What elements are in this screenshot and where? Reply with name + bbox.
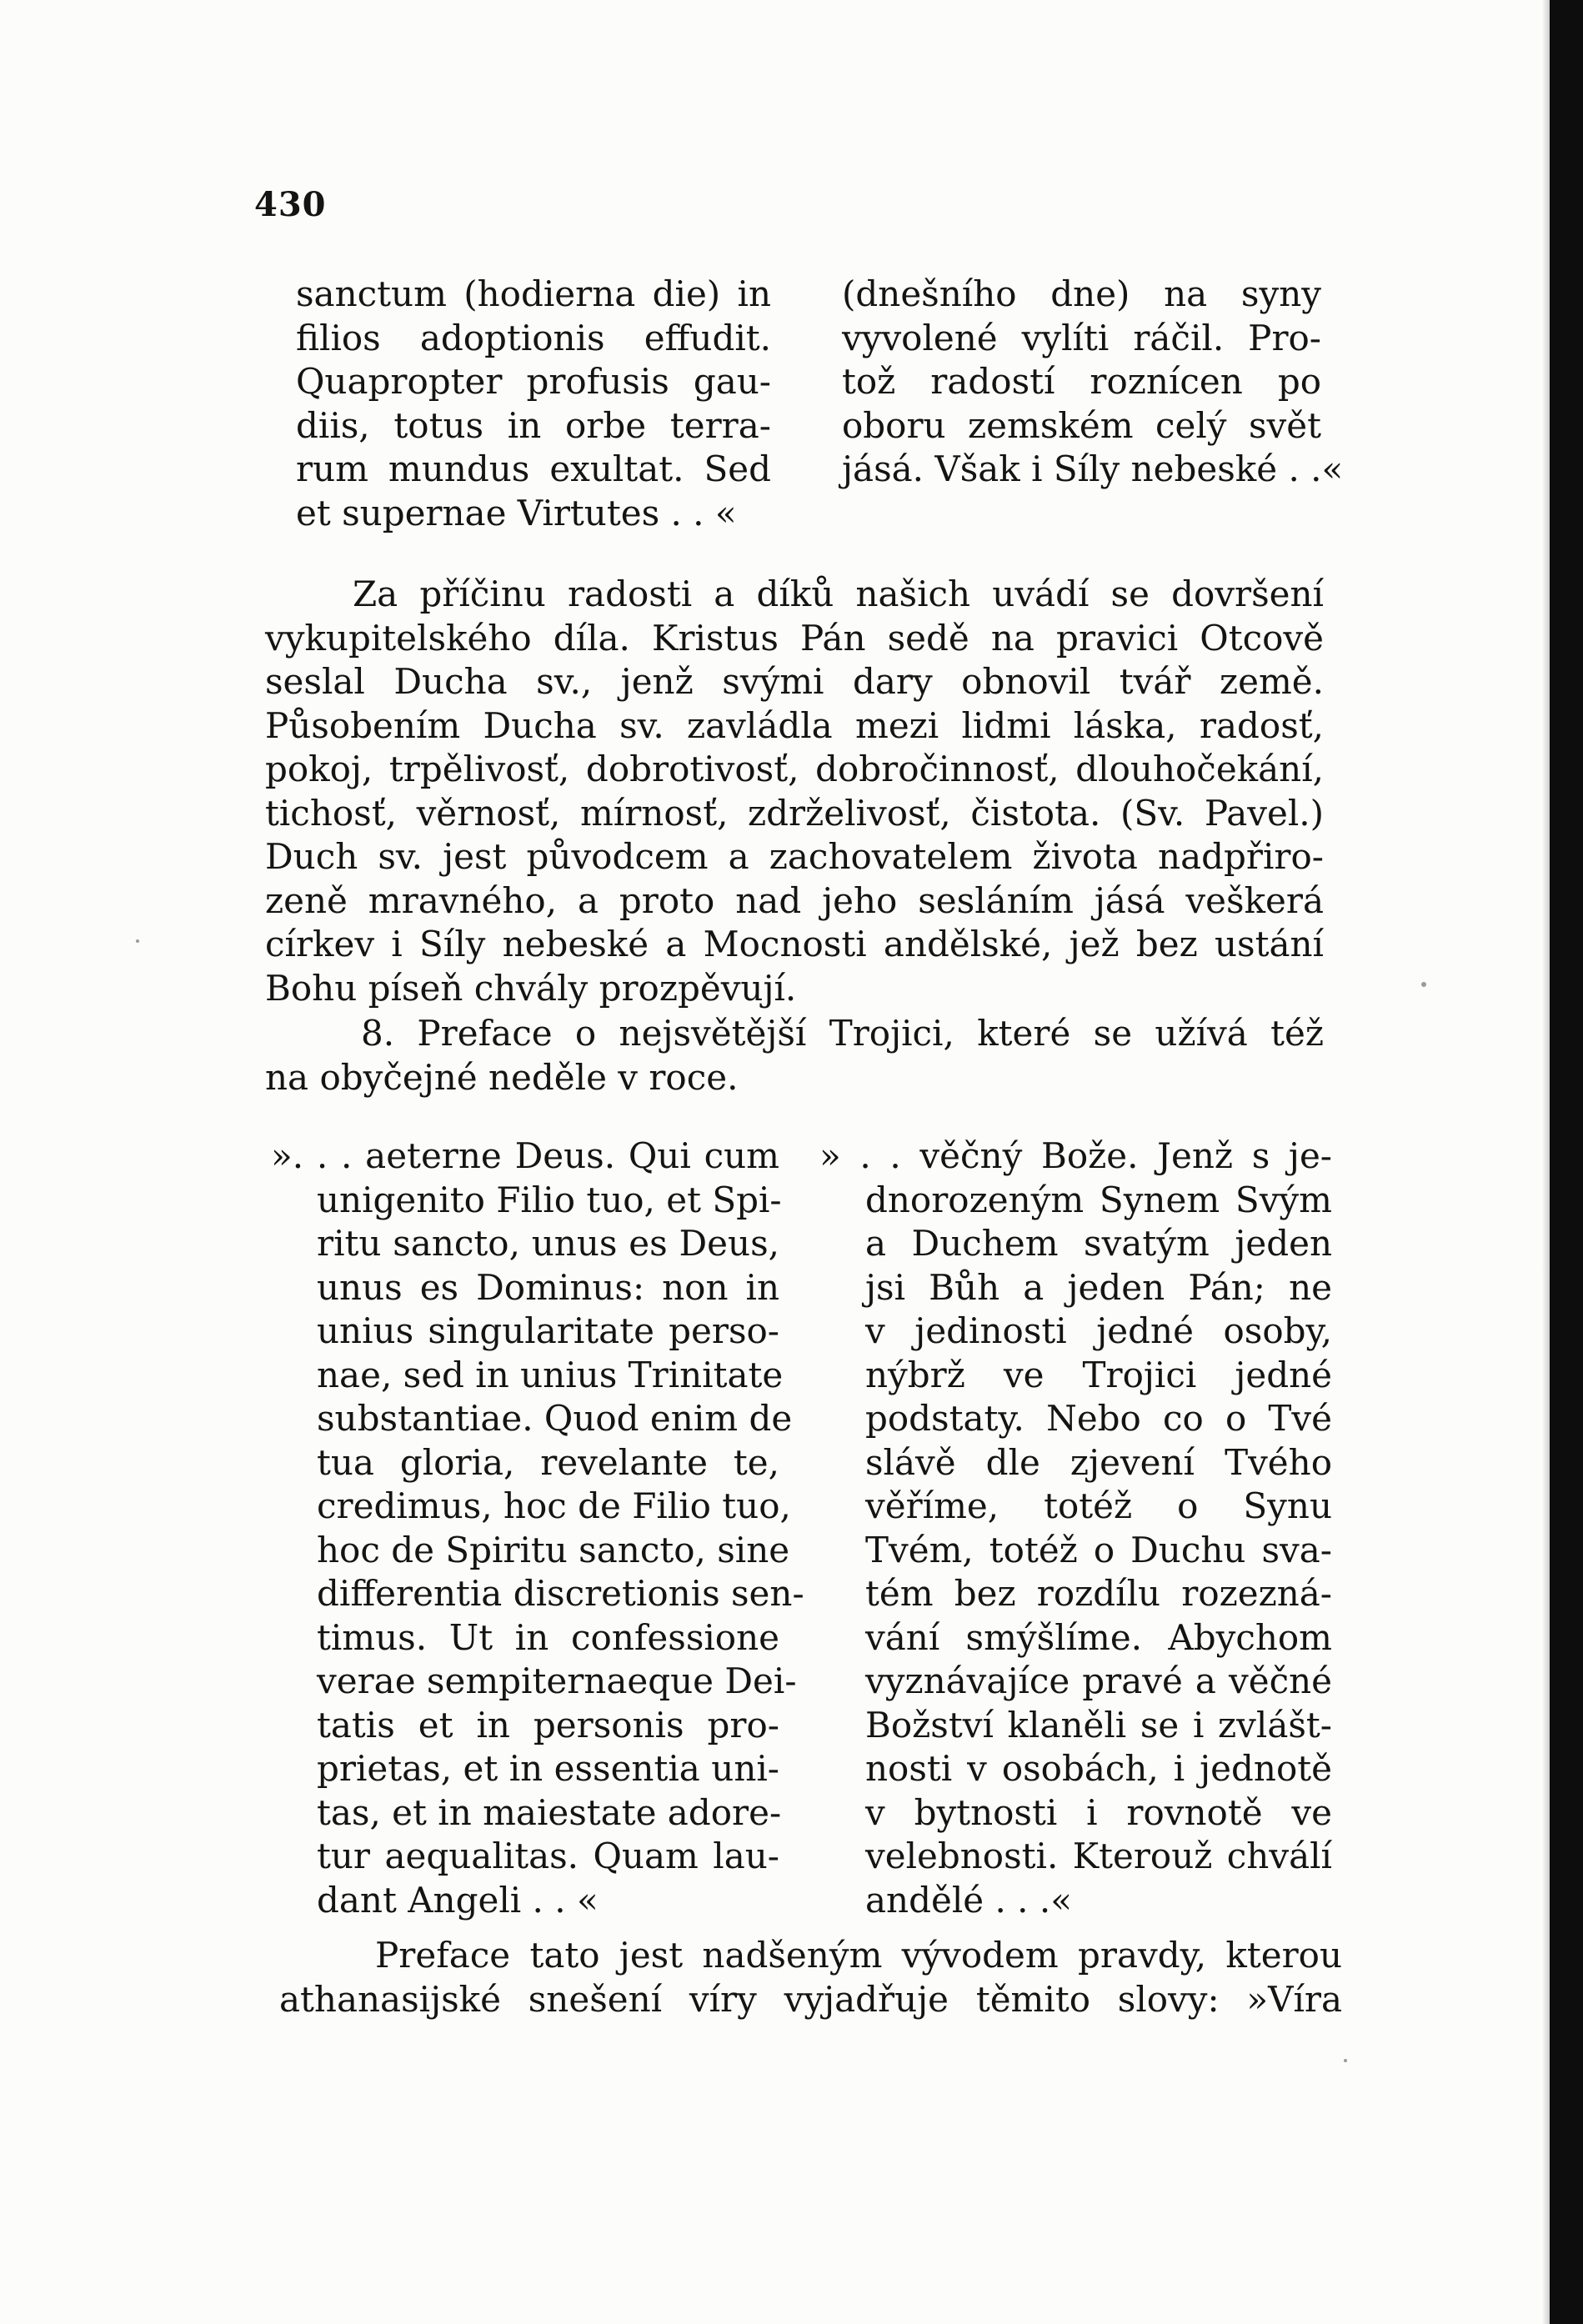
scan-speck	[136, 939, 139, 943]
text-line: ritu sancto, unus es Deus,	[317, 1223, 779, 1264]
text-line: nýbrž ve Trojici jedné	[865, 1354, 1332, 1395]
text-line: prietas, et in essentia uni-	[317, 1748, 779, 1789]
text-line: Quapropter profusis gau-	[296, 361, 771, 402]
text-line: hoc de Spiritu sancto, sine	[317, 1529, 790, 1570]
text-line: et supernae Virtutes . . «	[296, 492, 737, 533]
text-line: vykupitelského díla. Kristus Pán sedě na pravici Otcově	[265, 617, 1324, 659]
text-line: unigenito Filio tuo, et Spi-	[317, 1179, 782, 1220]
text-line: credimus, hoc de Filio tuo,	[317, 1485, 791, 1526]
text-line: Božství klaněli se i zvlášt-	[865, 1704, 1332, 1746]
text-line: církev i Síly nebeské a Mocnosti andělské, jež bez ustání	[265, 924, 1324, 964]
paragraph-closing	[279, 1934, 1342, 2021]
text-line: Za příčinu radosti a díků našich uvádí se dovršení	[353, 573, 1324, 614]
text-line: tichosť, věrnosť, mírnosť, zdrželivosť, čistota. (Sv. Pavel.)	[265, 792, 1324, 834]
text-line: velebnosti. Kterouž chválí	[865, 1836, 1332, 1876]
text-line: rum mundus exultat. Sed	[296, 448, 771, 489]
text-line: substantiae. Quod enim de	[317, 1398, 793, 1439]
text-line: v jedinosti jedné osoby,	[865, 1310, 1332, 1351]
text-line: tož radostí roznícen po	[842, 361, 1321, 402]
text-line: Duch sv. jest původcem a zachovatelem života nadpřiro-	[265, 836, 1324, 877]
text-line: a Duchem svatým jeden	[865, 1223, 1332, 1264]
text-line: jásá. Však i Síly nebeské . .«	[842, 448, 1344, 489]
text-line: pokoj, trpělivosť, dobrotivosť, dobročinnosť, dlouhočekání,	[265, 749, 1324, 789]
text-line: ». . . aeterne Deus. Qui cum	[271, 1135, 779, 1176]
text-line: timus. Ut in confessione	[317, 1616, 779, 1658]
paragraph-commentary	[265, 573, 1324, 1010]
text-line: unius singularitate perso-	[317, 1310, 779, 1351]
text-line: » . . věčný Bože. Jenž s je-	[819, 1135, 1332, 1176]
text-line: diis, totus in orbe terra-	[296, 404, 771, 446]
text-line: Preface tato jest nadšeným vývodem pravdy, kterou	[375, 1935, 1342, 1976]
text-line: seslal Ducha sv., jenž svými dary obnovil tvář země.	[265, 661, 1324, 702]
text-line: v bytnosti i rovnotě ve	[865, 1791, 1332, 1833]
latin-column-preface	[271, 1134, 804, 1922]
text-line: unus es Dominus: non in	[317, 1266, 779, 1308]
text-line: slávě dle zjevení Tvého	[865, 1441, 1332, 1483]
text-line: Bohu píseň chvály prozpěvují.	[265, 967, 797, 1009]
latin-column-top	[296, 273, 771, 535]
scan-speck	[1421, 982, 1426, 987]
text-line: andělé . . .«	[865, 1879, 1072, 1921]
text-line: věříme, totéž o Synu	[865, 1485, 1332, 1526]
text-line: (dnešního dne) na syny	[842, 273, 1321, 314]
page-number: 430	[254, 185, 327, 224]
text-line: nosti v osobách, i jednotě	[865, 1748, 1332, 1789]
text-line: jsi Bůh a jeden Pán; ne	[865, 1266, 1332, 1308]
scan-border	[1550, 0, 1583, 2324]
text-line: verae sempiternaeque Dei-	[317, 1660, 797, 1701]
text-line: zeně mravného, a proto nad jeho sesláním jásá veškerá	[265, 879, 1324, 921]
text-line: sanctum (hodierna die) in	[296, 273, 771, 314]
text-line: oboru zemském celý svět	[842, 404, 1321, 446]
text-line: Tvém, totéž o Duchu sva-	[865, 1529, 1332, 1570]
text-line: differentia discretionis sen-	[317, 1573, 804, 1614]
text-line: athanasijské snešení víry vyjadřuje těmito slovy: »Víra	[279, 1978, 1342, 2020]
text-line: vyvolené vylíti ráčil. Pro-	[842, 317, 1321, 358]
text-line: tua gloria, revelante te,	[317, 1441, 779, 1483]
czech-column-preface	[819, 1134, 1332, 1922]
page-edge-shadow	[1541, 0, 1550, 2324]
text-line: podstaty. Nebo co o Tvé	[865, 1398, 1332, 1439]
text-line: 8. Preface o nejsvětější Trojici, které se užívá též	[361, 1013, 1324, 1054]
text-line: tatis et in personis pro-	[317, 1704, 779, 1746]
scan-speck	[1344, 2059, 1347, 2062]
text-line: tur aequalitas. Quam lau-	[317, 1836, 779, 1876]
text-line: na obyčejné neděle v roce.	[265, 1056, 739, 1098]
text-line: tém bez rozdílu rozezná-	[865, 1573, 1332, 1614]
section-heading-preface-8	[265, 1012, 1324, 1099]
text-line: filios adoptionis effudit.	[296, 317, 771, 358]
text-line: tas, et in maiestate adore-	[317, 1791, 782, 1833]
text-line: vyznávajíce pravé a věčné	[865, 1660, 1332, 1701]
text-line: dant Angeli . . «	[317, 1879, 599, 1921]
text-line: vání smýšlíme. Abychom	[865, 1616, 1332, 1658]
text-line: nae, sed in unius Trinitate	[317, 1354, 784, 1395]
text-line: dnorozeným Synem Svým	[865, 1179, 1332, 1220]
czech-column-top	[842, 273, 1344, 492]
text-line: Působením Ducha sv. zavládla mezi lidmi láska, radosť,	[265, 704, 1324, 746]
